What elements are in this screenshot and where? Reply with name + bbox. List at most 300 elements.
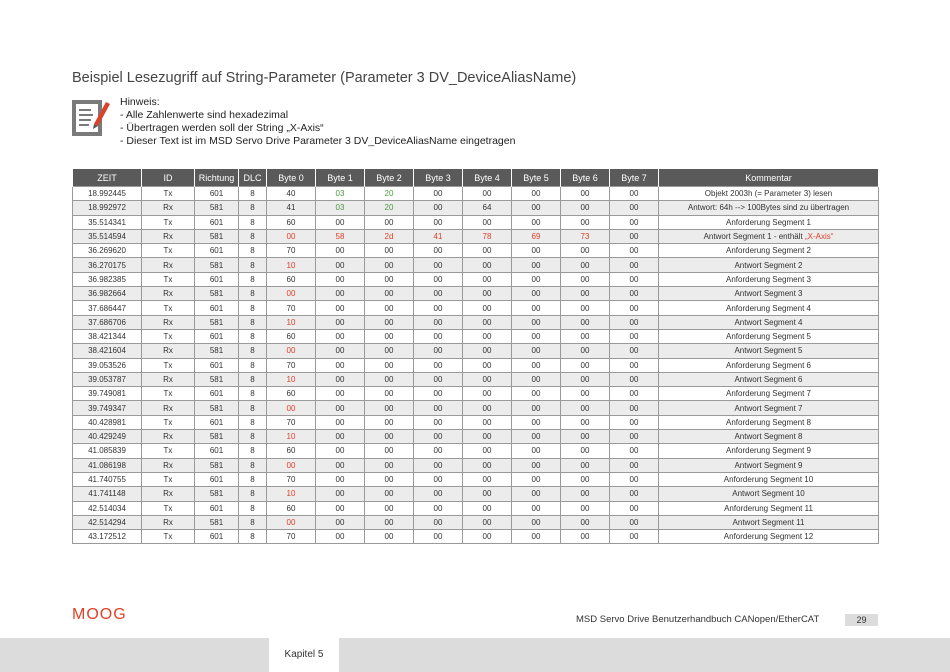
cell-byte-6: 00	[561, 401, 610, 415]
cell-byte-7: 00	[610, 301, 659, 315]
kommentar-text: Anforderung Segment 8	[726, 417, 811, 427]
cell-byte-7: 00	[610, 401, 659, 415]
cell-byte-5: 00	[512, 344, 561, 358]
cell-richtung: 581	[195, 401, 239, 415]
cell-byte-6: 00	[561, 315, 610, 329]
logo-text: MOOG	[72, 606, 127, 621]
cell-zeit: 36.982385	[73, 272, 142, 286]
cell-byte-0: 10	[267, 315, 316, 329]
cell-byte-0: 10	[267, 372, 316, 386]
cell-id: Tx	[142, 530, 195, 544]
cell-id: Rx	[142, 515, 195, 529]
kommentar-text: Antwort Segment 8	[734, 432, 803, 442]
cell-zeit: 18.992445	[73, 187, 142, 201]
cell-byte-1: 00	[316, 401, 365, 415]
table-row	[73, 215, 879, 229]
cell-id: Rx	[142, 430, 195, 444]
cell-zeit: 41.741148	[73, 487, 142, 501]
cell-kommentar	[659, 444, 879, 458]
cell-dlc: 8	[239, 458, 267, 472]
table-row	[73, 530, 879, 544]
table-row	[73, 187, 879, 201]
cell-byte-7: 00	[610, 387, 659, 401]
cell-byte-0: 60	[267, 387, 316, 401]
cell-byte-7: 00	[610, 187, 659, 201]
table-header-row	[73, 169, 879, 187]
cell-dlc: 8	[239, 372, 267, 386]
cell-kommentar	[659, 401, 879, 415]
column-header: ID	[142, 169, 195, 187]
cell-kommentar	[659, 201, 879, 215]
cell-byte-3: 00	[414, 501, 463, 515]
cell-byte-7: 00	[610, 515, 659, 529]
cell-byte-1: 00	[316, 272, 365, 286]
cell-richtung: 601	[195, 472, 239, 486]
cell-zeit: 18.992972	[73, 201, 142, 215]
cell-kommentar	[659, 458, 879, 472]
cell-byte-1: 03	[316, 187, 365, 201]
cell-byte-4: 78	[463, 229, 512, 243]
cell-byte-2: 00	[365, 430, 414, 444]
cell-byte-2: 00	[365, 272, 414, 286]
cell-byte-2: 00	[365, 415, 414, 429]
cell-zeit: 41.085839	[73, 444, 142, 458]
cell-zeit: 42.514034	[73, 501, 142, 515]
cell-richtung: 601	[195, 387, 239, 401]
cell-byte-5: 00	[512, 272, 561, 286]
cell-byte-3: 00	[414, 515, 463, 529]
cell-byte-1: 03	[316, 201, 365, 215]
cell-richtung: 601	[195, 501, 239, 515]
cell-byte-3: 00	[414, 187, 463, 201]
kommentar-text: Anforderung Segment 9	[726, 446, 811, 456]
cell-kommentar	[659, 187, 879, 201]
kommentar-text: Antwort Segment 7	[734, 403, 803, 413]
cell-byte-0: 60	[267, 329, 316, 343]
cell-dlc: 8	[239, 258, 267, 272]
cell-byte-0: 00	[267, 287, 316, 301]
cell-byte-3: 00	[414, 487, 463, 501]
kommentar-text: Antwort Segment 3	[734, 289, 803, 299]
cell-byte-6: 00	[561, 215, 610, 229]
cell-dlc: 8	[239, 301, 267, 315]
cell-zeit: 35.514594	[73, 229, 142, 243]
cell-byte-4: 00	[463, 430, 512, 444]
cell-byte-2: 00	[365, 287, 414, 301]
cell-byte-6: 00	[561, 458, 610, 472]
cell-byte-6: 00	[561, 372, 610, 386]
cell-byte-2: 20	[365, 201, 414, 215]
cell-byte-3: 00	[414, 401, 463, 415]
cell-zeit: 41.086198	[73, 458, 142, 472]
cell-byte-2: 00	[365, 372, 414, 386]
kommentar-text: Antwort Segment 2	[734, 260, 803, 270]
cell-id: Tx	[142, 244, 195, 258]
cell-zeit: 35.514341	[73, 215, 142, 229]
cell-byte-2: 00	[365, 530, 414, 544]
cell-byte-7: 00	[610, 444, 659, 458]
cell-byte-4: 00	[463, 501, 512, 515]
cell-byte-6: 00	[561, 472, 610, 486]
table-row	[73, 515, 879, 529]
cell-byte-5: 00	[512, 258, 561, 272]
cell-byte-5: 00	[512, 430, 561, 444]
cell-byte-1: 00	[316, 258, 365, 272]
cell-dlc: 8	[239, 244, 267, 258]
cell-byte-1: 00	[316, 530, 365, 544]
note-icon	[72, 98, 110, 136]
cell-kommentar	[659, 272, 879, 286]
cell-byte-4: 00	[463, 415, 512, 429]
cell-byte-5: 00	[512, 201, 561, 215]
cell-byte-5: 00	[512, 315, 561, 329]
cell-kommentar	[659, 301, 879, 315]
table-row	[73, 272, 879, 286]
cell-zeit: 39.749081	[73, 387, 142, 401]
cell-byte-7: 00	[610, 201, 659, 215]
cell-kommentar	[659, 415, 879, 429]
cell-byte-5: 00	[512, 515, 561, 529]
table-row	[73, 387, 879, 401]
note-block	[120, 96, 515, 148]
cell-byte-1: 00	[316, 244, 365, 258]
cell-byte-5: 00	[512, 358, 561, 372]
column-header: Byte 2	[365, 169, 414, 187]
cell-kommentar	[659, 430, 879, 444]
table-row	[73, 458, 879, 472]
cell-dlc: 8	[239, 415, 267, 429]
cell-byte-2: 00	[365, 215, 414, 229]
cell-zeit: 38.421344	[73, 329, 142, 343]
cell-byte-2: 00	[365, 458, 414, 472]
cell-dlc: 8	[239, 487, 267, 501]
cell-byte-3: 00	[414, 372, 463, 386]
cell-byte-7: 00	[610, 458, 659, 472]
cell-kommentar	[659, 487, 879, 501]
cell-dlc: 8	[239, 358, 267, 372]
kommentar-text: Antwort Segment 11	[732, 517, 805, 527]
cell-zeit: 39.053787	[73, 372, 142, 386]
table-row	[73, 430, 879, 444]
cell-id: Tx	[142, 187, 195, 201]
cell-richtung: 601	[195, 244, 239, 258]
cell-richtung: 581	[195, 458, 239, 472]
cell-byte-1: 00	[316, 301, 365, 315]
table-row	[73, 401, 879, 415]
cell-byte-4: 00	[463, 287, 512, 301]
cell-id: Rx	[142, 401, 195, 415]
cell-byte-7: 00	[610, 215, 659, 229]
cell-byte-4: 00	[463, 401, 512, 415]
cell-richtung: 581	[195, 315, 239, 329]
cell-id: Tx	[142, 215, 195, 229]
note-heading: Hinweis:	[120, 96, 160, 108]
cell-byte-5: 00	[512, 501, 561, 515]
cell-byte-3: 00	[414, 444, 463, 458]
cell-byte-5: 00	[512, 244, 561, 258]
kommentar-text: Antwort Segment 4	[734, 317, 803, 327]
column-header: Byte 4	[463, 169, 512, 187]
cell-richtung: 581	[195, 229, 239, 243]
cell-byte-0: 10	[267, 258, 316, 272]
table-row	[73, 444, 879, 458]
cell-dlc: 8	[239, 272, 267, 286]
cell-zeit: 41.740755	[73, 472, 142, 486]
kommentar-text: Anforderung Segment 11	[724, 503, 813, 513]
table-row	[73, 329, 879, 343]
cell-id: Rx	[142, 287, 195, 301]
cell-byte-6: 00	[561, 415, 610, 429]
column-header: Byte 7	[610, 169, 659, 187]
kommentar-text: Anforderung Segment 5	[726, 332, 811, 342]
table-row	[73, 472, 879, 486]
cell-dlc: 8	[239, 501, 267, 515]
cell-kommentar	[659, 372, 879, 386]
cell-byte-5: 00	[512, 372, 561, 386]
cell-byte-5: 00	[512, 458, 561, 472]
cell-byte-5: 00	[512, 329, 561, 343]
cell-id: Rx	[142, 201, 195, 215]
cell-id: Tx	[142, 501, 195, 515]
cell-byte-7: 00	[610, 430, 659, 444]
cell-dlc: 8	[239, 530, 267, 544]
cell-kommentar	[659, 244, 879, 258]
cell-byte-3: 41	[414, 229, 463, 243]
cell-byte-5: 00	[512, 187, 561, 201]
cell-byte-7: 00	[610, 287, 659, 301]
cell-byte-6: 00	[561, 358, 610, 372]
cell-byte-5: 00	[512, 215, 561, 229]
column-header: Byte 6	[561, 169, 610, 187]
kommentar-text: Antwort: 64h --> 100Bytes sind zu übertragen	[687, 203, 850, 213]
cell-byte-5: 00	[512, 487, 561, 501]
cell-dlc: 8	[239, 215, 267, 229]
kommentar-text: Antwort Segment 9	[734, 460, 803, 470]
cell-byte-2: 00	[365, 244, 414, 258]
cell-byte-6: 00	[561, 287, 610, 301]
table-row	[73, 315, 879, 329]
note-line: - Dieser Text ist im MSD Servo Drive Parameter 3 DV_DeviceAliasName eingetragen	[120, 135, 516, 147]
table-row	[73, 258, 879, 272]
cell-zeit: 38.421604	[73, 344, 142, 358]
table-row	[73, 501, 879, 515]
cell-byte-5: 00	[512, 301, 561, 315]
cell-byte-2: 00	[365, 444, 414, 458]
page-title: Beispiel Lesezugriff auf String-Parameter (Parameter 3 DV_DeviceAliasName)	[72, 70, 577, 86]
cell-zeit: 36.269620	[73, 244, 142, 258]
cell-byte-2: 00	[365, 344, 414, 358]
column-header: Byte 0	[267, 169, 316, 187]
column-header: DLC	[239, 169, 267, 187]
can-log-table	[72, 169, 879, 544]
cell-dlc: 8	[239, 515, 267, 529]
cell-byte-3: 00	[414, 287, 463, 301]
kommentar-text: Anforderung Segment 3	[726, 274, 811, 284]
cell-richtung: 601	[195, 530, 239, 544]
cell-zeit: 43.172512	[73, 530, 142, 544]
cell-richtung: 601	[195, 301, 239, 315]
cell-id: Tx	[142, 472, 195, 486]
cell-dlc: 8	[239, 344, 267, 358]
cell-byte-6: 00	[561, 387, 610, 401]
cell-byte-1: 00	[316, 430, 365, 444]
cell-byte-5: 00	[512, 444, 561, 458]
cell-byte-1: 00	[316, 215, 365, 229]
cell-byte-0: 60	[267, 444, 316, 458]
cell-byte-3: 00	[414, 258, 463, 272]
cell-byte-6: 00	[561, 487, 610, 501]
cell-byte-7: 00	[610, 344, 659, 358]
cell-byte-6: 00	[561, 430, 610, 444]
cell-byte-2: 00	[365, 315, 414, 329]
cell-richtung: 601	[195, 444, 239, 458]
cell-id: Tx	[142, 329, 195, 343]
cell-byte-4: 00	[463, 530, 512, 544]
cell-byte-4: 00	[463, 444, 512, 458]
cell-byte-2: 00	[365, 358, 414, 372]
cell-byte-0: 10	[267, 430, 316, 444]
cell-kommentar	[659, 258, 879, 272]
cell-byte-3: 00	[414, 244, 463, 258]
cell-richtung: 581	[195, 487, 239, 501]
chapter-tab[interactable]: Kapitel 5	[269, 638, 339, 672]
cell-byte-6: 00	[561, 272, 610, 286]
cell-byte-4: 00	[463, 215, 512, 229]
cell-byte-1: 00	[316, 501, 365, 515]
cell-kommentar	[659, 329, 879, 343]
cell-richtung: 581	[195, 515, 239, 529]
cell-byte-7: 00	[610, 530, 659, 544]
cell-dlc: 8	[239, 187, 267, 201]
cell-zeit: 36.270175	[73, 258, 142, 272]
cell-byte-0: 70	[267, 301, 316, 315]
cell-id: Rx	[142, 372, 195, 386]
cell-richtung: 581	[195, 258, 239, 272]
cell-kommentar	[659, 358, 879, 372]
cell-richtung: 601	[195, 329, 239, 343]
cell-byte-0: 70	[267, 530, 316, 544]
cell-kommentar	[659, 530, 879, 544]
bottom-bar	[0, 638, 950, 672]
cell-byte-7: 00	[610, 244, 659, 258]
kommentar-text: Anforderung Segment 1	[726, 217, 811, 227]
cell-byte-0: 70	[267, 244, 316, 258]
cell-byte-1: 00	[316, 515, 365, 529]
kommentar-text: Objekt 2003h (= Parameter 3) lesen	[704, 189, 833, 199]
cell-byte-2: 00	[365, 301, 414, 315]
cell-zeit: 37.686706	[73, 315, 142, 329]
document-title: MSD Servo Drive Benutzerhandbuch CANopen/EtherCAT	[576, 614, 820, 625]
cell-byte-1: 00	[316, 344, 365, 358]
cell-byte-4: 00	[463, 187, 512, 201]
kommentar-text: Anforderung Segment 7	[726, 389, 811, 399]
cell-byte-1: 00	[316, 372, 365, 386]
moog-logo	[72, 605, 154, 621]
cell-byte-4: 00	[463, 358, 512, 372]
cell-id: Rx	[142, 487, 195, 501]
cell-byte-3: 00	[414, 358, 463, 372]
cell-byte-5: 69	[512, 229, 561, 243]
cell-kommentar	[659, 501, 879, 515]
table-row	[73, 229, 879, 243]
cell-byte-0: 00	[267, 229, 316, 243]
cell-byte-0: 70	[267, 358, 316, 372]
cell-byte-5: 00	[512, 530, 561, 544]
cell-richtung: 581	[195, 430, 239, 444]
cell-byte-0: 41	[267, 201, 316, 215]
cell-byte-1: 00	[316, 315, 365, 329]
cell-zeit: 40.429249	[73, 430, 142, 444]
cell-id: Tx	[142, 387, 195, 401]
cell-dlc: 8	[239, 315, 267, 329]
table-row	[73, 201, 879, 215]
cell-richtung: 601	[195, 215, 239, 229]
cell-byte-4: 64	[463, 201, 512, 215]
cell-byte-6: 73	[561, 229, 610, 243]
kommentar-text: Anforderung Segment 4	[726, 303, 811, 313]
cell-richtung: 581	[195, 287, 239, 301]
cell-kommentar	[659, 229, 879, 243]
table-row	[73, 344, 879, 358]
cell-byte-3: 00	[414, 201, 463, 215]
kommentar-text: Antwort Segment 5	[734, 346, 803, 356]
column-header: Kommentar	[659, 169, 879, 187]
table-row	[73, 244, 879, 258]
cell-byte-0: 00	[267, 458, 316, 472]
cell-dlc: 8	[239, 444, 267, 458]
cell-byte-1: 00	[316, 472, 365, 486]
cell-id: Tx	[142, 415, 195, 429]
cell-byte-2: 20	[365, 187, 414, 201]
cell-id: Tx	[142, 301, 195, 315]
cell-byte-2: 00	[365, 515, 414, 529]
cell-byte-0: 00	[267, 401, 316, 415]
cell-richtung: 601	[195, 187, 239, 201]
cell-byte-2: 00	[365, 329, 414, 343]
cell-byte-4: 00	[463, 244, 512, 258]
cell-id: Rx	[142, 229, 195, 243]
cell-byte-0: 60	[267, 501, 316, 515]
cell-byte-5: 00	[512, 415, 561, 429]
cell-byte-1: 00	[316, 358, 365, 372]
column-header: Byte 3	[414, 169, 463, 187]
cell-dlc: 8	[239, 430, 267, 444]
note-line: - Übertragen werden soll der String „X-Axis“	[120, 122, 324, 134]
cell-byte-3: 00	[414, 472, 463, 486]
cell-dlc: 8	[239, 287, 267, 301]
cell-byte-5: 00	[512, 472, 561, 486]
kommentar-text: Antwort Segment 1 - enthält	[703, 232, 805, 242]
cell-byte-6: 00	[561, 344, 610, 358]
table-row	[73, 358, 879, 372]
table-row	[73, 415, 879, 429]
cell-id: Rx	[142, 315, 195, 329]
cell-byte-5: 00	[512, 401, 561, 415]
cell-byte-4: 00	[463, 458, 512, 472]
cell-dlc: 8	[239, 387, 267, 401]
cell-byte-5: 00	[512, 387, 561, 401]
cell-byte-7: 00	[610, 315, 659, 329]
cell-zeit: 42.514294	[73, 515, 142, 529]
cell-richtung: 581	[195, 201, 239, 215]
column-header: Richtung	[195, 169, 239, 187]
cell-byte-3: 00	[414, 344, 463, 358]
cell-byte-2: 00	[365, 387, 414, 401]
cell-richtung: 581	[195, 344, 239, 358]
cell-byte-7: 00	[610, 272, 659, 286]
cell-byte-6: 00	[561, 501, 610, 515]
cell-byte-4: 00	[463, 472, 512, 486]
